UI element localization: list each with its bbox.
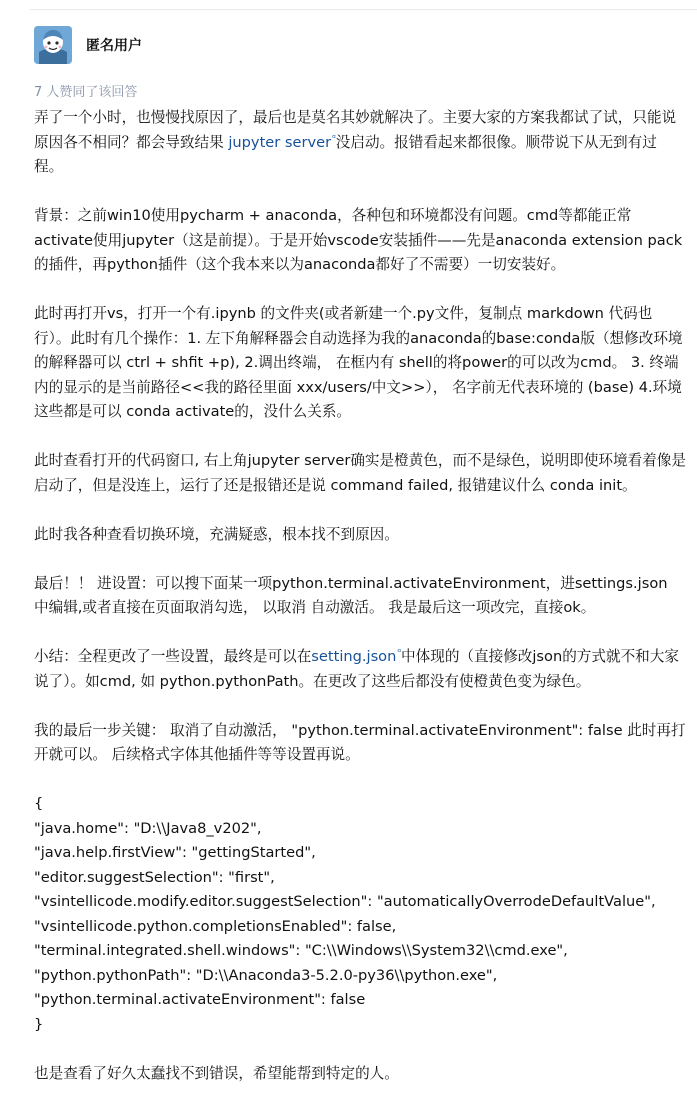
jupyter-server-link[interactable]: jupyter server (228, 133, 332, 151)
paragraph-7-text-a: 小结：全程更改了一些设置，最终是可以在 (34, 648, 312, 665)
author-name[interactable]: 匿名用户 (86, 38, 142, 54)
code-line: "editor.suggestSelection": "first", (34, 868, 275, 886)
paragraph-8: 我的最后一步关键： 取消了自动激活， "python.terminal.activateEnvironment": false 此时再打开就可以。 后续格式字体其他插件等等设置再说。 (34, 721, 686, 763)
code-line: "java.help.firstView": "gettingStarted", (34, 844, 316, 861)
code-line: "java.home": "D:\\Java8_v202", (34, 819, 262, 837)
paragraph-4: 此时查看打开的代码窗口, 右上角jupyter server确实是橙黄色，而不是绿色，说明即使环境看着像是启动了，但是没连上，运行了还是报错还是说 command failed, 报错建议什么 conda init。 (34, 452, 686, 494)
link-search-icon: ᵅ (332, 133, 336, 144)
code-line: { (34, 795, 44, 812)
link-search-icon: ᵅ (397, 648, 402, 658)
paragraph-7 (34, 645, 686, 694)
paragraph-1-text-a: 弄了一个小时，也慢慢找原因了，最后也是莫名其妙就解决了。主要大家的方案我都试了试，只能说原因各不相同？都会导致结果 (34, 109, 677, 151)
paragraph-1-text-b: 没启动。报错看起来都很像。顺带说下从无到有过程。 (34, 133, 657, 175)
code-line: "python.pythonPath": "D:\\Anaconda3-5.2.0-py36\\python.exe", (34, 966, 498, 984)
top-divider (30, 0, 697, 10)
code-line: "vsintellicode.modify.editor.suggestSelection": "automaticallyOverrodeDefaultValue", (34, 893, 656, 910)
paragraph-5: 此时我各种查看切换环境，充满疑惑，根本找不到原因。 (34, 525, 399, 543)
code-line: } (34, 1015, 44, 1033)
paragraph-9: 也是查看了好久太蠢找不到错误，希望能帮到特定的人。 (34, 1064, 399, 1082)
paragraph-1 (34, 106, 686, 180)
paragraph-3: 此时再打开vs，打开一个有.ipynb 的文件夹(或者新建一个.py文件，复制点 markdown 代码也行）。此时有几个操作：1. 左下角解释器会自动选择为我的anaconda的base:conda版（想修改环境的解释器可以 ctrl + shfit +p), 2.调出终端， 在框内有 shell的将power的可以改为cmd。 3. 终端内的显示的是当前路径<<我的路径里面 xxx/users/中文>>）， 名字前无代表环境的 (base) 4.环境这些都是可以 conda activate的，没什么关系。 (34, 305, 683, 420)
code-line: "terminal.integrated.shell.windows": "C:\\Windows\\System32\\cmd.exe", (34, 942, 568, 959)
answer-content (34, 106, 686, 1111)
paragraph-6: 最后！！ 进设置：可以搜下面某一项python.terminal.activateEnvironment，进settings.json 中编辑,或者直接在页面取消勾选， 以取消 自动激活。 我是最后这一项改完，直接ok。 (34, 574, 668, 616)
paragraph-2: 背景：之前win10使用pycharm + anaconda，各种包和环境都没有问题。cmd等都能正常activate使用jupyter（这是前提）。于是开始vscode安装插件——先是anaconda extension pack的插件，再python插件（这个我本来以为anaconda都好了不需要）一切安装好。 (34, 207, 683, 273)
author-info (34, 26, 142, 64)
setting-json-link[interactable]: setting.json (311, 648, 397, 665)
anonymous-avatar-icon[interactable] (34, 26, 72, 64)
anonymous-avatar-svg (34, 26, 72, 64)
paragraph-7-text-b: 中体现的（直接修改json的方式就不和大家说了）。如cmd, 如 python.pythonPath。在更改了这些后都没有使橙黄色变为绿色。 (34, 648, 679, 690)
code-line: "python.terminal.activateEnvironment": false (34, 991, 366, 1008)
vote-count: 7 人赞同了该回答 (34, 85, 138, 100)
code-line: "vsintellicode.python.completionsEnabled": false, (34, 917, 397, 935)
